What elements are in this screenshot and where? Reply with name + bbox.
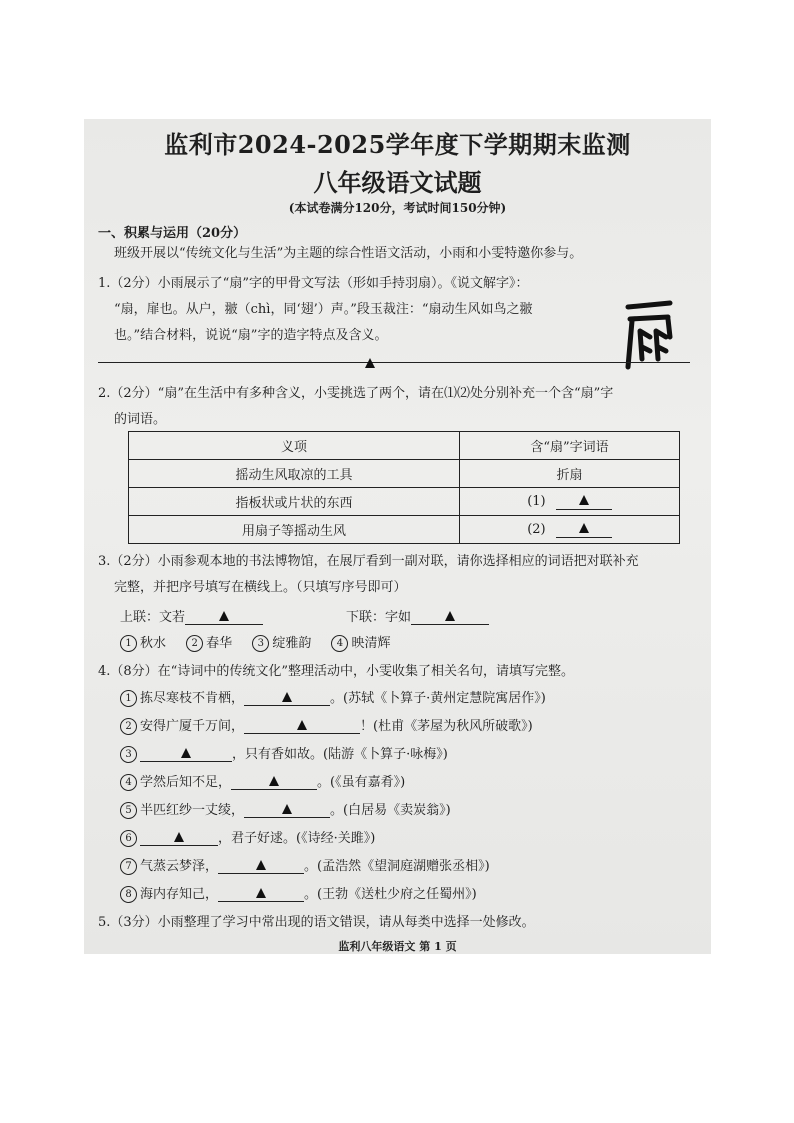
answer-marker-icon bbox=[579, 523, 589, 533]
q3-option: 1 秋水 bbox=[120, 636, 166, 651]
table-cell-word: 折扇 bbox=[460, 460, 680, 488]
q3-option: 2 春华 bbox=[186, 636, 232, 651]
q4-blank-6[interactable] bbox=[140, 830, 218, 846]
table-cell-answer-2[interactable] bbox=[460, 516, 680, 544]
q3-option: 3 绽雅韵 bbox=[252, 636, 311, 651]
answer-marker-icon bbox=[445, 611, 455, 621]
q4-blank-5[interactable] bbox=[244, 802, 330, 818]
exam-title-line2: 八年级语文试题 bbox=[313, 168, 482, 197]
q3-line2: 完整，并把序号填写在横线上。（只填写序号即可） bbox=[114, 580, 407, 595]
answer-marker-icon bbox=[256, 860, 266, 870]
q4-line1: 4.（8分）在“诗词中的传统文化”整理活动中，小雯收集了相关名句，请填写完整。 bbox=[98, 664, 574, 679]
table-cell-meaning: 用扇子等摇动生风 bbox=[129, 516, 460, 544]
q4-item-1: 1 拣尽寒枝不肯栖， 。(苏轼《卜算子·黄州定慧院寓居作》) bbox=[120, 690, 546, 708]
answer-slot-label: (2) bbox=[527, 521, 546, 537]
q4-item-3: 3 ，只有香如故。(陆游《卜算子·咏梅》) bbox=[120, 746, 448, 764]
answer-marker-icon bbox=[297, 720, 307, 730]
section-intro: 班级开展以“传统文化与生活”为主题的综合性语文活动，小雨和小雯特邀你参与。 bbox=[114, 246, 583, 261]
table-header-meaning: 义项 bbox=[129, 432, 460, 460]
answer-marker-icon bbox=[181, 748, 191, 758]
q4-item-8: 8 海内存知己， 。(王勃《送杜少府之任蜀州》) bbox=[120, 886, 477, 904]
answer-marker-icon bbox=[219, 611, 229, 621]
q4-item-4: 4 学然后知不足， 。(《虽有嘉肴》) bbox=[120, 774, 405, 792]
q3-option: 4 映清辉 bbox=[331, 636, 390, 651]
table-row bbox=[129, 460, 680, 488]
q2-table bbox=[128, 431, 680, 544]
q3-lower-blank[interactable] bbox=[411, 609, 489, 625]
q3-options bbox=[120, 635, 390, 653]
q1-line3: 也。”结合材料，说说“扇”字的造字特点及含义。 bbox=[114, 328, 388, 343]
q5-line1: 5.（3分）小雨整理了学习中常出现的语文错误，请从每类中选择一处修改。 bbox=[98, 915, 535, 930]
q2-line1: 2.（2分）“扇”在生活中有多种含义，小雯挑选了两个，请在⑴⑵处分别补充一个含“扇”字 bbox=[98, 386, 614, 401]
answer-marker-icon bbox=[174, 832, 184, 842]
q3-lower-label: 下联：字如 bbox=[346, 610, 412, 625]
table-cell-answer-1[interactable] bbox=[460, 488, 680, 516]
table-header-word: 含“扇”字词语 bbox=[460, 432, 680, 460]
q3-upper-label: 上联：文若 bbox=[120, 610, 186, 625]
shan-oracle-glyph-icon bbox=[620, 297, 678, 375]
q4-item-2: 2 安得广厦千万间， ！(杜甫《茅屋为秋风所破歌》) bbox=[120, 718, 533, 736]
answer-marker-icon bbox=[256, 888, 266, 898]
q3-line1: 3.（2分）小雨参观本地的书法博物馆，在展厅看到一副对联，请你选择相应的词语把对联补充 bbox=[98, 554, 639, 569]
page-footer: 监利八年级语文 第 1 页 bbox=[338, 940, 457, 953]
table-row bbox=[129, 488, 680, 516]
q2-blank-1[interactable] bbox=[556, 494, 612, 510]
answer-marker-icon bbox=[269, 776, 279, 786]
q1-line1: 1.（2分）小雨展示了“扇”字的甲骨文写法（形如手持羽扇）。《说文解字》： bbox=[98, 276, 529, 291]
answer-marker-icon bbox=[579, 495, 589, 505]
table-row bbox=[129, 516, 680, 544]
section-heading: 一、积累与运用（20分） bbox=[98, 226, 247, 241]
table-cell-meaning: 指板状或片状的东西 bbox=[129, 488, 460, 516]
exam-title-line1: 监利市2024-2025学年度下学期期末监测 bbox=[164, 130, 631, 159]
q1-answer-marker-icon bbox=[365, 353, 375, 372]
answer-marker-icon bbox=[282, 692, 292, 702]
q4-blank-4[interactable] bbox=[231, 774, 317, 790]
q4-item-7: 7 气蒸云梦泽， 。(孟浩然《望洞庭湖赠张丞相》) bbox=[120, 858, 490, 876]
q2-blank-2[interactable] bbox=[556, 522, 612, 538]
q2-line2: 的词语。 bbox=[114, 412, 167, 427]
q1-line2: “扇，扉也。从户，翍（chì，同‘翅’）声。”段玉裁注：“扇动生风如鸟之翍 bbox=[114, 302, 533, 317]
exam-sheet bbox=[84, 119, 711, 954]
q3-lower-couplet bbox=[346, 609, 489, 627]
answer-slot-label: (1) bbox=[527, 493, 546, 509]
q4-blank-7[interactable] bbox=[218, 858, 304, 874]
q3-upper-couplet bbox=[120, 609, 263, 627]
q4-blank-2[interactable] bbox=[244, 718, 360, 734]
answer-marker-icon bbox=[282, 804, 292, 814]
q4-blank-1[interactable] bbox=[244, 690, 330, 706]
table-header-row bbox=[129, 432, 680, 460]
q4-blank-3[interactable] bbox=[140, 746, 232, 762]
q4-item-6: 6 ，君子好逑。(《诗经·关雎》) bbox=[120, 830, 375, 848]
exam-subtitle: (本试卷满分120分，考试时间150分钟) bbox=[288, 201, 507, 215]
q1-answer-line[interactable] bbox=[98, 361, 690, 363]
q4-item-5: 5 半匹红纱一丈绫， 。(白居易《卖炭翁》) bbox=[120, 802, 451, 820]
q4-blank-8[interactable] bbox=[218, 886, 304, 902]
q3-upper-blank[interactable] bbox=[185, 609, 263, 625]
table-cell-meaning: 摇动生风取凉的工具 bbox=[129, 460, 460, 488]
